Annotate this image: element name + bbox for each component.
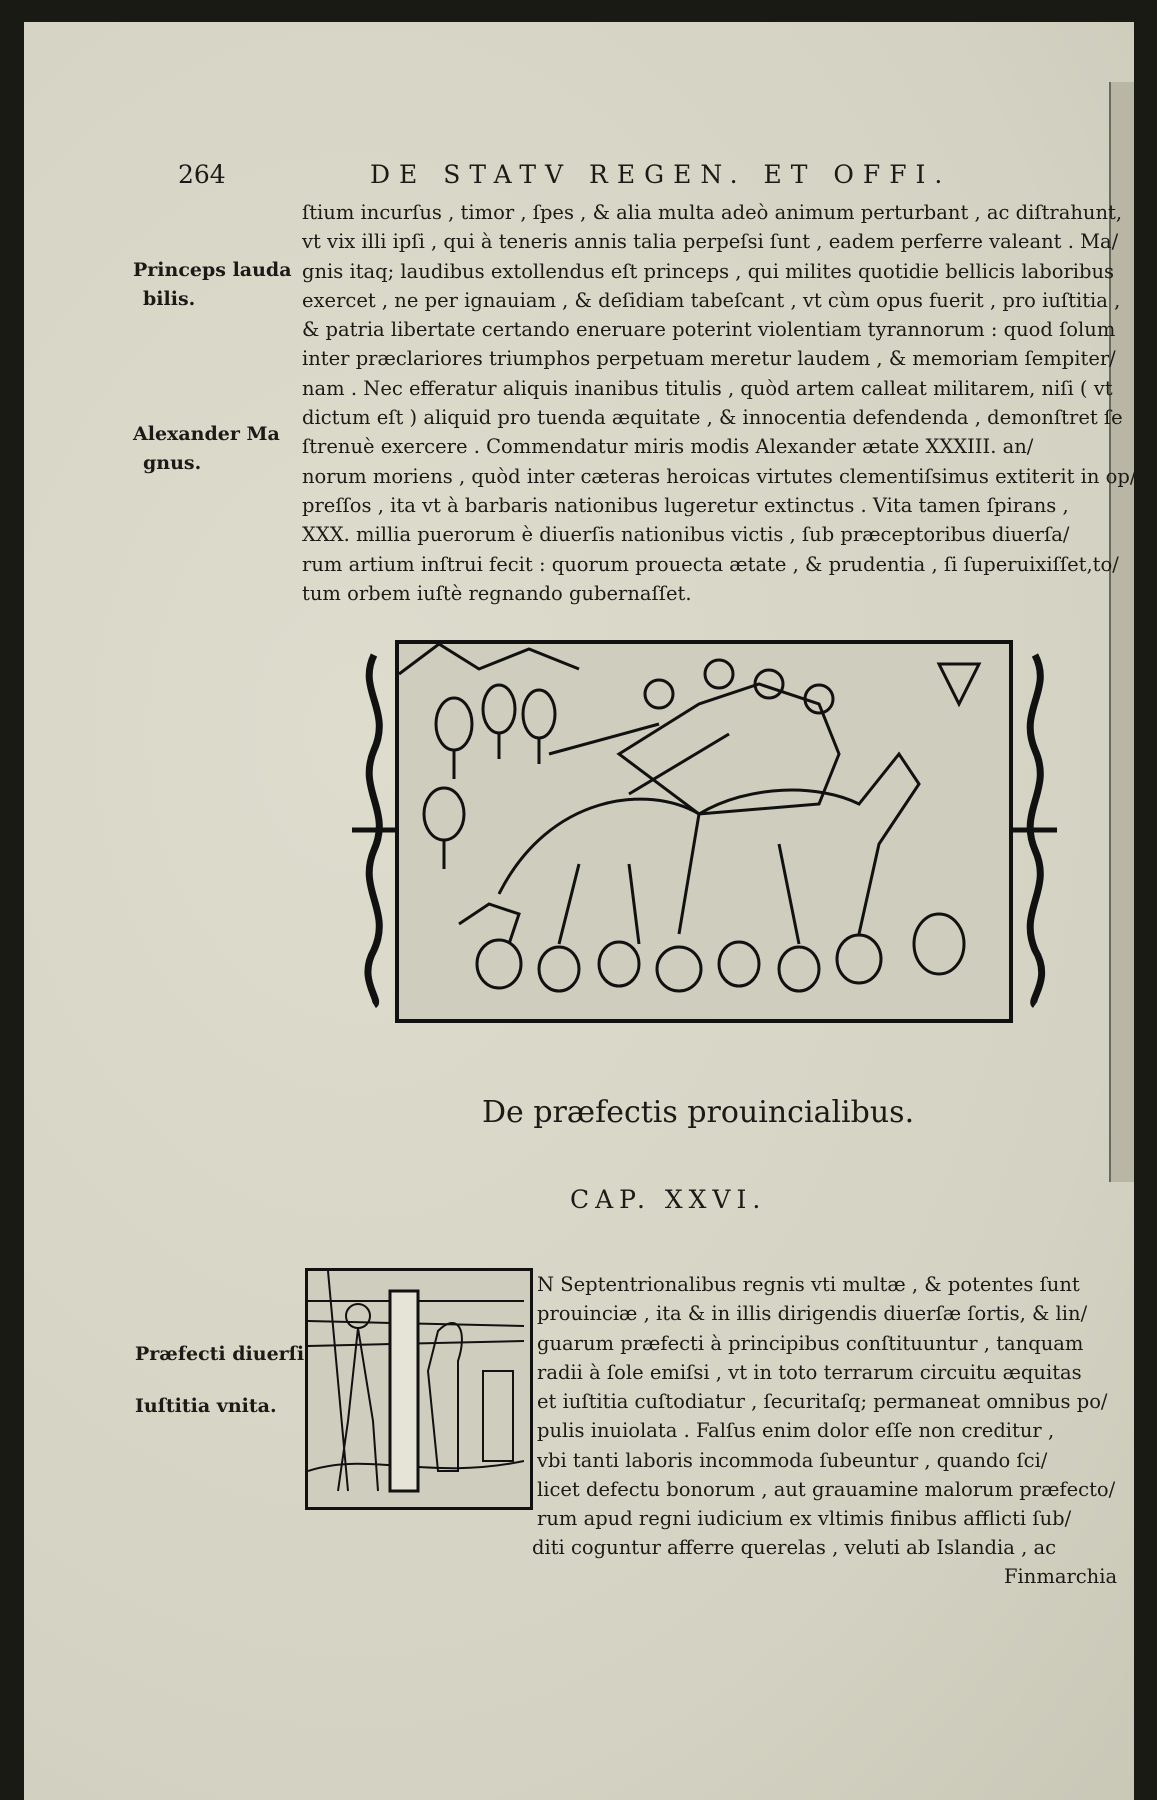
text-line: gnis itaq; laudibus extollendus eſt princeps , qui milites quotidie bellicis laboribus xyxy=(302,259,1115,283)
right-ornament xyxy=(1013,650,1057,1010)
paragraph-1 xyxy=(302,198,1136,608)
margin-note-princeps xyxy=(133,256,292,314)
text-line: ſtrenuè exercere . Commendatur miris modis Alexander ætate XXXIII. an/ xyxy=(302,435,1034,459)
text-line: rum artium inſtrui fecit : quorum prouecta ætate , & prudentia , ſi ſuperuixiſſet,to/ xyxy=(302,552,1119,576)
text-line: rum apud regni iudicium ex vltimis finibus afflicti ſub/ xyxy=(537,1507,1072,1531)
text-line: dictum eſt ) aliquid pro tuenda æquitate , & innocentia defendenda , demonſtret ſe xyxy=(302,406,1123,430)
note-line: bilis. xyxy=(143,288,196,310)
text-line: vt vix illi ipſi , qui à teneris annis talia perpeſsi ſunt , eadem perferre valeant . Ma/ xyxy=(302,230,1119,254)
margin-note-iustitia: Iuſtitia vnita. xyxy=(135,1395,277,1417)
left-ornament xyxy=(352,650,396,1010)
text-line: preſſos , ita vt à barbaris nationibus lugeretur extinctus . Vita tamen ſpirans , xyxy=(302,493,1069,517)
text-line: licet defectu bonorum , aut grauamine malorum præfecto/ xyxy=(537,1478,1116,1502)
running-head: DE STATV REGEN. ET OFFI. xyxy=(370,160,952,189)
note-line: gnus. xyxy=(143,452,202,474)
text-line: nam . Nec efferatur aliquis inanibus titulis , quòd artem calleat militarem, niſi ( vt xyxy=(302,376,1113,400)
text-line: inter præclariores triumphos perpetuam meretur laudem , & memoriam ſempiter/ xyxy=(302,347,1116,371)
text-line: diti coguntur afferre querelas , veluti ab Islandia , ac xyxy=(532,1536,1057,1559)
margin-note-praefecti: Præfecti diuerſi xyxy=(135,1343,305,1365)
woodcut-horsemen-illustration xyxy=(395,640,1013,1023)
margin-note-alexander xyxy=(133,420,280,478)
page-number: 264 xyxy=(178,160,226,189)
catchword: Finmarchia xyxy=(1004,1565,1118,1588)
text-line: norum moriens , quòd inter cæteras heroicas virtutes clementiſsimus extiterit in op/ xyxy=(302,464,1137,488)
text-line: tum orbem iuſtè regnando gubernaſſet. xyxy=(302,581,692,605)
chapter-title: De præfectis prouincialibus. xyxy=(482,1095,915,1130)
text-line: XXX. millia puerorum è diuerſis nationibus victis , ſub præceptoribus diuerſa/ xyxy=(302,523,1070,547)
text-line: prouinciæ , ita & in illis dirigendis diuerſæ ſortis, & lin/ xyxy=(537,1302,1088,1326)
text-line: exercet , ne per ignauiam , & deſidiam tabeſcant , vt cùm opus fuerit , pro iuſtitia , xyxy=(302,288,1121,312)
chapter-number: CAP. XXVI. xyxy=(570,1185,767,1214)
note-line: Alexander Ma xyxy=(133,423,280,445)
text-line: radii à ſole emiſsi , vt in toto terrarum circuitu æquitas xyxy=(537,1360,1082,1384)
note-line: Princeps lauda xyxy=(133,259,292,281)
text-line: vbi tanti laboris incommoda ſubeuntur , quando ſci/ xyxy=(537,1448,1048,1472)
text-line: pulis inuiolata . Falſus enim dolor eſſe non creditur , xyxy=(537,1419,1055,1443)
initial-illustration xyxy=(308,1271,524,1501)
text-line: N Septentrionalibus regnis vti multæ , & potentes ſunt xyxy=(537,1273,1080,1296)
paragraph-2 xyxy=(537,1270,1115,1534)
text-line: & patria libertate certando eneruare poterint violentiam tyrannorum : quod ſolum xyxy=(302,318,1116,342)
text-line: ſtium incurſus , timor , ſpes , & alia multa adeò animum perturbant , ac diſtrahunt, xyxy=(302,201,1123,224)
text-line: guarum præfecti à principibus conſtituuntur , tanquam xyxy=(537,1331,1084,1355)
decorated-initial-woodcut xyxy=(305,1268,533,1510)
text-line: et iuſtitia cuſtodiatur , ſecuritaſq; permaneat omnibus po/ xyxy=(537,1390,1108,1414)
initial-letter: I xyxy=(308,1271,309,1272)
horsemen-woodcut-image xyxy=(399,644,1001,1011)
